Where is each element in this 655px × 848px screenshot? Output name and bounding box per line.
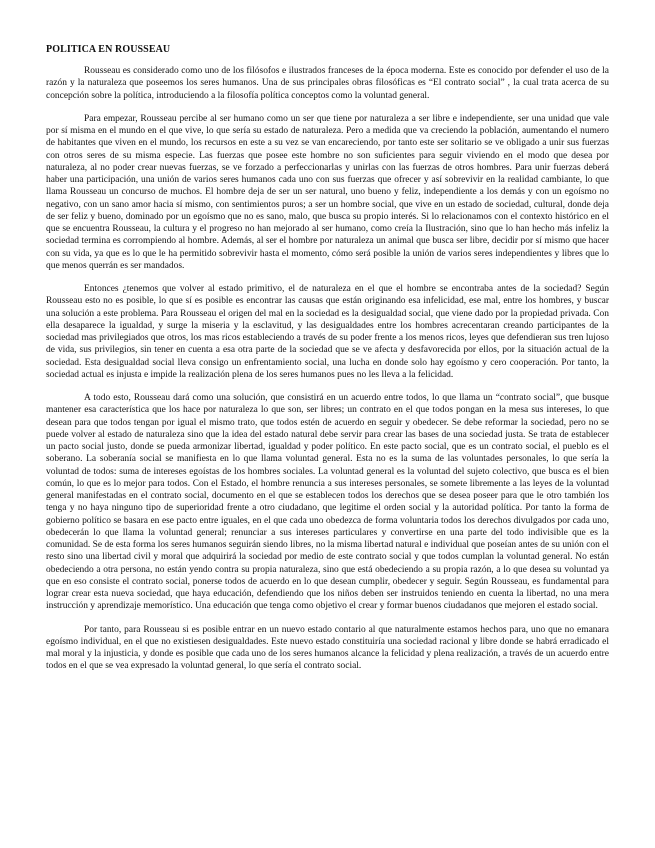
paragraph-intro: Rousseau es considerado como uno de los filósofos e ilustrados franceses de la época moderna. Este es conocido por defender el uso de la razón y la naturaleza que poseemos los seres humanos. Una de sus principales obras filosóficas es “El contrato social” , la cual trata acerca de su concepción sobre la política, introduciendo a la filosofía política conceptos como la voluntad general. — [46, 66, 609, 101]
paragraph-conclusion: Por tanto, para Rousseau si es posible entrar en un nuevo estado contario al que naturalmente estamos hechos para, uno que no emanara egoísmo individual, en el que no existiesen desigualdades. Este nuevo estado constituiría una sociedad racional y libre donde se habrá erradicado el mal moral y la injusticia, y donde es posible que cada uno de los seres humanos alcance la felicidad y plena realización, a través de un acuerdo entre todos en el que se vea expresado la voluntad general, lo que sería el contrato social. — [46, 624, 609, 672]
paragraph-social-inequality: Entonces ¿tenemos que volver al estado primitivo, el de naturaleza en el que el hombre se encontraba antes de la sociedad? Según Rousseau esto no es posible, lo que sí es posible es encontrar las causas que están originando esa infelicidad, ese mal, entre los hombres, y buscar una solución a este problema. Para Rousseau el origen del mal en la sociedad es la desigualdad social, que viene dado por la propiedad privada. Con ella desaparece la igualdad, y surge la miseria y la esclavitud, y las desigualdades entre los hombres acrecentaran creando participantes de la sociedad mas privilegiados que otros, los mas ricos estableciendo a través de su poder frente a los menos ricos, leyes que defendieran sus tren lujoso de vida, sus privilegios, sin tener en cuenta a esa otra parte de la sociedad que se ve afecta y desfavorecida por ellos, por la situación actual de la sociedad. Esta desigualdad social lleva consigo un enfrentamiento social, una lucha en donde solo hay egoísmo y cero cooperación. Por tanto, la sociedad actual es injusta e impide la realización plena de los seres humanos pues no les lleva a la felicidad. — [46, 284, 609, 380]
paragraph-social-contract: A todo esto, Rousseau dará como una solución, que consistirá en un acuerdo entre todos, lo que llama un “contrato social”, que busque mantener esa característica que los hace por naturaleza lo que son, ser libres; un contrato en el que todos pongan en la mesa sus intereses, lo que desean para que todos tengan por igual el mismo trato, que todos estén de acuerdo en seguir y obedecer. Se debe reformar la sociedad, pero no se puede volver al estado de naturaleza sino que la idea del estado natural debe servir para crear las bases de una sociedad justa. Se trata de establecer un pacto social justo, donde se pueda armonizar libertad, igualdad y poder político. En este pacto social, que es un contrato social, el pueblo es el soberano. La soberanía social se manifiesta en lo que llama voluntad general. Esta no es la suma de las voluntades personales, lo que sería la voluntad de todos: suma de intereses egoístas de los hombres sociales. La voluntad general es la voluntad del sujeto colectivo, que busca es el bien común, lo que es lo mejor para todos. Con el Estado, el hombre renuncia a sus intereses personales, se somete libremente a las leyes de la voluntad general manifestadas en el contrato social, documento en el que se establecen todos los derechos que se desea poseer para que le otro también los tenga y no haya ninguno tipo de superioridad frente a otro ciudadano, que legitime el orden social y la autoridad política. Por tanto la forma de gobierno político se basara en ese pacto entre iguales, en el que cada uno obedezca de forma voluntaria todos los derechos divulgados por cada uno, obedecerán lo que llama la voluntad general; renunciar a sus intereses particulares y convertirse en una parte del todo indivisible que es la comunidad. Se de esta forma los seres humanos seguirán siendo libres, no la misma libertad natural e individual que poseían antes de su unión con el resto sino una libertad civil y moral que adquirirá la sociedad por medio de este contrato social y que todos cumplan la voluntad general. No están obedeciendo a otra persona, no están yendo contra su propia naturaleza, sino que está obedeciendo a su propia razón, a lo que desea su voluntad ya que en eso consiste el contrato social, ponerse todos de acuerdo en lo que desean cumplir, obedecer y seguir. Según Rousseau, es fundamental para lograr crear esta nueva sociedad, que haya educación, defendiendo que los niños deben ser instruidos teniendo en cuenta la libertad, no una mera instrucción y aprendizaje memorístico. Una educación que tenga como objetivo el crear y formar buenos ciudadanos que mejoren el estado social. — [46, 393, 609, 612]
document-title: POLITICA EN ROUSSEAU — [46, 44, 171, 55]
paragraph-human-nature: Para empezar, Rousseau percibe al ser humano como un ser que tiene por naturaleza a ser libre e independiente, ser una unidad que vale por sí misma en el mundo en el que vive, lo que sería su estado de naturaleza. Pero a medida que va creciendo la población, aumentando el numero de habitantes que viven en el mundo, los recursos en este a su vez se van encareciendo, por tanto este ser solitario se ve obligado a unir sus fuerzas con otros seres de su misma especie. Las fuerzas que posee este hombre no son suficientes para seguir viviendo en el modo que desea por naturaleza, al no poder crear nuevas fuerzas, se ve forzado a perfeccionarlas y unirlas con las fuerzas de otros hombres. Para unir fuerzas deberá haber una participación, una unión de varios seres humanos cada uno con sus fuerzas que ofrecer y así sobrevivir en la realidad cambiante, lo que llama Rousseau un concurso de muchos. El hombre deja de ser un ser natural, uno bueno y feliz, independiente a los demás y con un egoísmo no negativo, con un sano amor hacia sí mismo, con sentimientos puros; a ser un hombre social, que vive en un estado de sociedad, cultural, donde deja de ser feliz y bueno, dominado por un egoísmo que no es sano, malo, que busca su propio interés. Si lo relacionamos con el contexto histórico en el que se encuentra Rousseau, la cultura y el progreso no han mejorado al ser humano, como creía la Ilustración, sino que lo han hecho más infeliz la sociedad termina es corrompiendo al hombre. Además, al ser el hombre por naturaleza un animal que busca ser libre, decidir por sí mismo que hacer con su vida, ya que es lo que le ha permitido sobrevivir hasta el momento, cómo será posible la unión de varios seres independientes y libres que lo que menos querrán es ser mandados. — [46, 113, 609, 271]
